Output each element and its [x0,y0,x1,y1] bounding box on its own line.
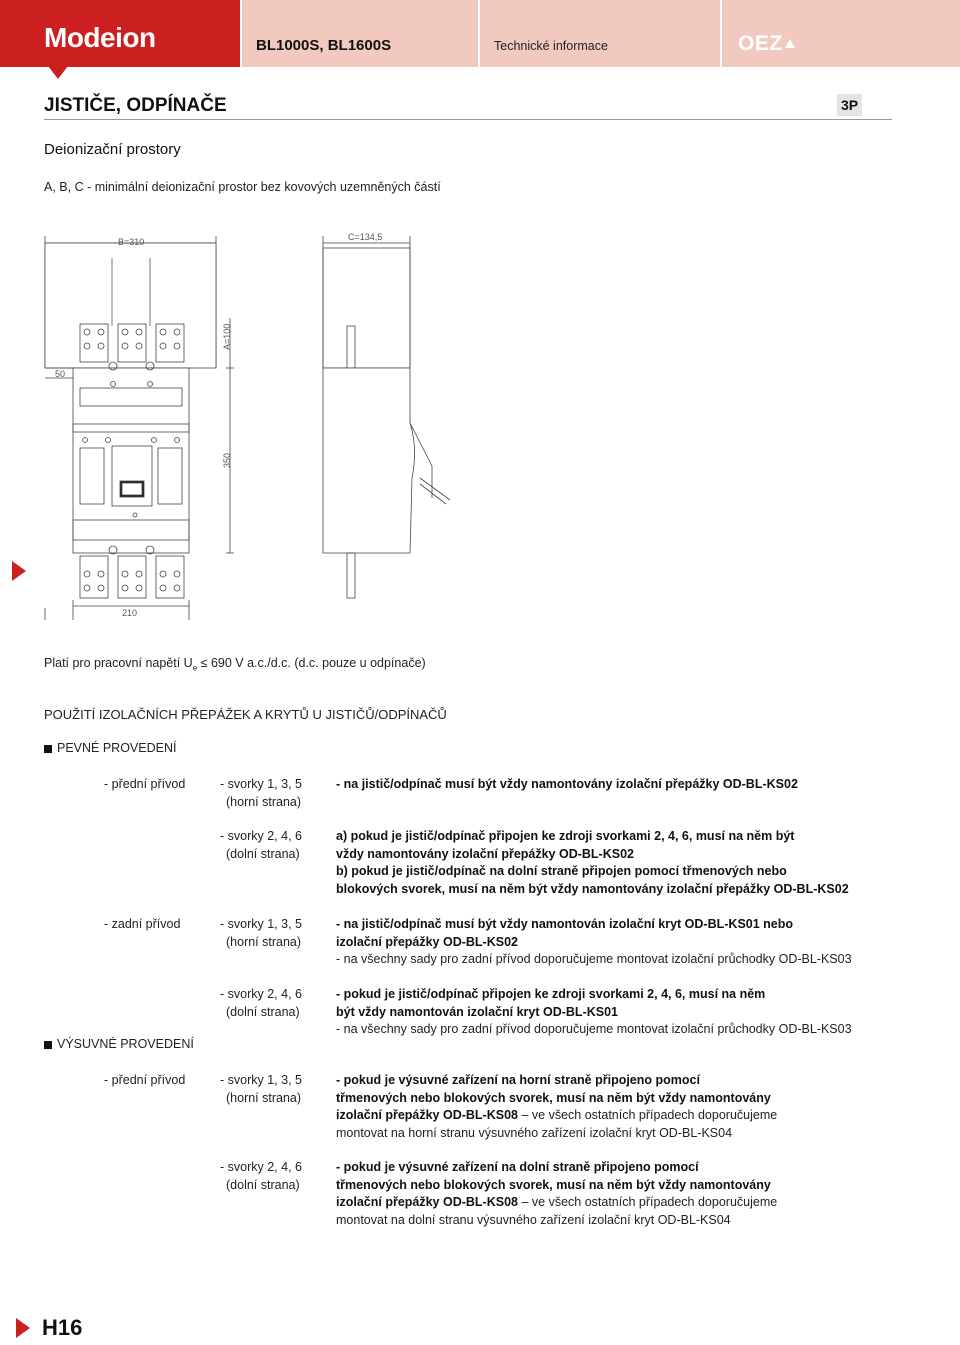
row-description-line: být vždy namontován izolační kryt OD-BL-KS01 [336,1004,618,1019]
desc-bold-part: izolační přepážky OD-BL-KS08 [336,1108,518,1122]
validity-pre: Platí pro pracovní napětí U [44,656,193,670]
row-description-line: - pokud je výsuvné zařízení na dolní straně připojeno pomocí [336,1160,699,1174]
row-terminals: (dolní strana) [226,846,300,861]
validity-post: ≤ 690 V a.c./d.c. (d.c. pouze u odpínače) [197,656,426,670]
section-heading: Deionizační prostory [44,141,181,158]
logo-triangle-icon [785,39,795,48]
brand-name: Modeion [44,22,156,53]
desc-normal-part: – ve všech ostatních případech doporučujeme [518,1108,778,1122]
brand-block [0,0,240,67]
desc-normal-part: – ve všech ostatních případech doporučujeme [518,1195,778,1209]
row-description-line: blokových svorek, musí na něm být vždy namontovány izolační přepážky OD-BL-KS02 [336,881,849,896]
row-description-line: - na všechny sady pro zadní přívod doporučujeme montovat izolační průchodky OD-BL-KS03 [336,1022,852,1036]
row-terminals: - svorky 2, 4, 6 [220,987,302,1001]
row-description-line: montovat na dolní stranu výsuvného zařízení izolační kryt OD-BL-KS04 [336,1212,731,1227]
row-terminals: (horní strana) [226,1090,302,1105]
deionization-drawing [40,228,460,628]
row-terminals: (dolní strana) [226,1177,300,1192]
desc-bold-part: izolační přepážky OD-BL-KS08 [336,1195,518,1209]
fixed-heading: PEVNÉ PROVEDENÍ [57,741,177,755]
row-terminals: - svorky 1, 3, 5 [220,917,302,931]
page-number: H16 [42,1315,83,1340]
row-description-line: - pokud je jistič/odpínač připojen ke zdroji svorkami 2, 4, 6, musí na něm [336,987,766,1001]
dim-c: C=134,5 [348,232,383,242]
side-marker-icon [12,561,26,581]
dim-350: 350 [222,452,232,468]
row-description-line: třmenových nebo blokových svorek, musí na něm být vždy namontovány [336,1177,771,1192]
bullet-square-icon [44,745,52,753]
dim-b: B=310 [118,237,145,247]
footer-marker-icon [16,1318,30,1338]
validity-note [44,656,426,673]
header-divider [720,0,722,67]
row-description-line: - na všechny sady pro zadní přívod doporučujeme montovat izolační průchodky OD-BL-KS03 [336,952,852,966]
row-description-line: montovat na horní stranu výsuvného zařízení izolační kryt OD-BL-KS04 [336,1125,733,1140]
draw-heading: VÝSUVNÉ PROVEDENÍ [57,1037,194,1051]
pole-badge: 3P [837,94,862,116]
row-terminals: - svorky 2, 4, 6 [220,1160,302,1174]
row-description-line: - pokud je výsuvné zařízení na horní straně připojeno pomocí [336,1073,700,1087]
row-section: - zadní přívod [104,917,181,931]
row-description-line: vždy namontovány izolační přepážky OD-BL-KS02 [336,846,634,861]
section-name: Technické informace [494,39,608,53]
row-description-line: - na jistič/odpínač musí být vždy namontován izolační kryt OD-BL-KS01 nebo [336,917,794,931]
row-description-line: a) pokud je jistič/odpínač připojen ke zdroji svorkami 2, 4, 6, musí na něm být [336,829,795,843]
header-divider [240,0,242,67]
row-terminals: (horní strana) [226,794,302,809]
row-description-line: třmenových nebo blokových svorek, musí na něm být vždy namontovány [336,1090,771,1105]
row-terminals: (dolní strana) [226,1004,300,1019]
row-terminals: - svorky 1, 3, 5 [220,777,302,791]
oez-logo: OEZ [738,32,783,55]
intro-text: A, B, C - minimální deionizační prostor bez kovových uzemněných částí [44,180,441,194]
product-name: BL1000S, BL1600S [256,37,392,54]
validity-sub: e [192,663,198,673]
usage-heading: POUŽITÍ IZOLAČNÍCH PŘEPÁŽEK A KRYTŮ U JISTIČŮ/ODPÍNAČŮ [44,707,447,722]
dim-a: A=100 [222,323,232,350]
row-description-line: - na jistič/odpínač musí být vždy namontovány izolační přepážky OD-BL-KS02 [336,777,798,791]
row-section: - přední přívod [104,777,186,791]
row-description-line [336,1194,777,1212]
row-terminals: - svorky 1, 3, 5 [220,1073,302,1087]
row-description-line [336,1107,777,1125]
title-rule [44,119,892,120]
bullet-square-icon [44,1041,52,1049]
row-terminals: - svorky 2, 4, 6 [220,829,302,843]
header-divider [478,0,480,67]
bottom-terminals [80,556,184,598]
row-section: - přední přívod [104,1073,186,1087]
row-description-line: b) pokud je jistič/odpínač na dolní straně připojen pomocí třmenových nebo [336,864,787,878]
brand-notch [48,66,68,79]
dim-50: 50 [55,369,66,379]
row-description-line: izolační přepážky OD-BL-KS02 [336,934,518,949]
page-title: JISTIČE, ODPÍNAČE [44,95,227,116]
dim-210: 210 [122,608,138,618]
row-terminals: (horní strana) [226,934,302,949]
